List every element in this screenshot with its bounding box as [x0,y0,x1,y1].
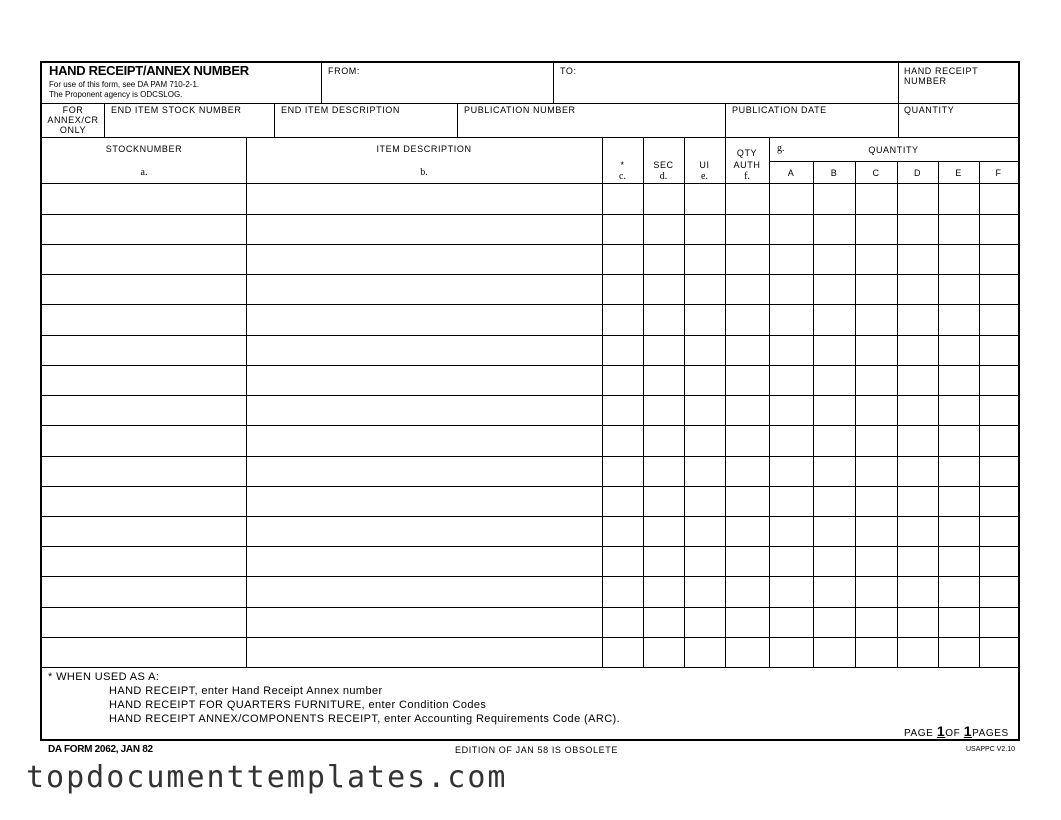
page-word: PAGE [904,728,934,739]
end-item-description-label: END ITEM DESCRIPTION [281,105,401,115]
quantity-group-header: QUANTITY [868,145,919,155]
from-field[interactable] [323,75,553,101]
table-row[interactable] [42,516,1018,547]
qty-col-f: F [995,168,1002,178]
table-row[interactable] [42,546,1018,577]
qty-col-d: D [913,168,922,178]
publication-date-label: PUBLICATION DATE [732,105,827,115]
table-row[interactable] [42,637,1018,668]
qty-col-b: B [830,168,838,178]
when-used-note: * WHEN USED AS A: [48,671,160,683]
qty-header: QTY [736,148,758,158]
table-row[interactable] [42,425,1018,457]
from-label: FROM: [328,66,360,76]
to-field[interactable] [555,75,898,101]
sec-letter: d. [659,171,668,182]
star-letter: c. [619,171,626,182]
stock-number-header: STOCKNUMBER [105,144,183,154]
watermark-text: topdocumenttemplates.com [26,760,508,795]
table-row[interactable] [42,304,1018,336]
page-total[interactable]: 1 [963,723,973,739]
page-number[interactable]: 1 [936,723,946,739]
quantity-label: QUANTITY [904,105,955,115]
form-id: DA FORM 2062, JAN 82 [48,744,153,755]
qty-col-e: E [955,168,962,178]
hand-receipt-number-label: HAND RECEIPT [904,66,979,76]
publication-number-label: PUBLICATION NUMBER [464,105,576,115]
publication-number-field[interactable] [459,116,725,135]
item-description-letter: b. [420,167,428,178]
ui-letter: e. [701,171,708,182]
sec-header: SEC [653,160,674,170]
table-row[interactable] [42,335,1018,366]
hand-receipt-number-label-2: NUMBER [904,76,947,86]
table-row[interactable] [42,274,1018,305]
note-line-1: HAND RECEIPT, enter Hand Receipt Annex number [109,685,383,697]
g-letter: g. [777,143,785,154]
table-row[interactable] [42,244,1018,275]
proponent-note: The Proponent agency is ODCSLOG. [49,90,183,99]
table-row[interactable] [42,365,1018,396]
for-label: FOR [62,105,84,115]
end-item-stock-label: END ITEM STOCK NUMBER [111,105,242,115]
star-header: * [620,160,625,170]
usappc-label: USAPPC V2.10 [966,746,1016,753]
auth-header: AUTH [733,160,761,170]
table-row[interactable] [42,486,1018,517]
table-row[interactable] [42,456,1018,487]
note-line-3: HAND RECEIPT ANNEX/COMPONENTS RECEIPT, enter Accounting Requirements Code (ARC). [109,713,621,725]
form-title: HAND RECEIPT/ANNEX NUMBER [49,63,249,78]
annex-cr-label: ANNEX/CR [47,115,99,125]
ui-header: UI [699,160,710,170]
of-word: OF [945,728,961,739]
hand-receipt-form [40,61,1020,741]
page-count [904,723,1009,739]
auth-letter: f. [744,171,750,182]
qty-col-a: A [787,168,795,178]
end-item-stock-field[interactable] [106,116,274,135]
hand-receipt-number-field[interactable] [900,87,1018,101]
quantity-field[interactable] [900,116,1018,135]
note-line-2: HAND RECEIPT FOR QUARTERS FURNITURE, enter Condition Codes [109,699,487,711]
qty-col-c: C [872,168,880,178]
edition-note: EDITION OF JAN 58 IS OBSOLETE [455,745,618,755]
table-row[interactable] [42,214,1018,245]
table-row[interactable] [42,395,1018,426]
publication-date-field[interactable] [727,116,898,135]
end-item-description-field[interactable] [276,116,457,135]
table-row[interactable] [42,576,1018,608]
pages-word: PAGES [972,728,1009,739]
item-description-header: ITEM DESCRIPTION [376,144,472,154]
table-row[interactable] [42,184,1018,215]
to-label: TO: [560,66,577,76]
only-label: ONLY [59,125,87,135]
stock-number-letter: a. [140,167,148,178]
table-row[interactable] [42,607,1018,638]
use-note: For use of this form, see DA PAM 710-2-1. [49,80,200,89]
